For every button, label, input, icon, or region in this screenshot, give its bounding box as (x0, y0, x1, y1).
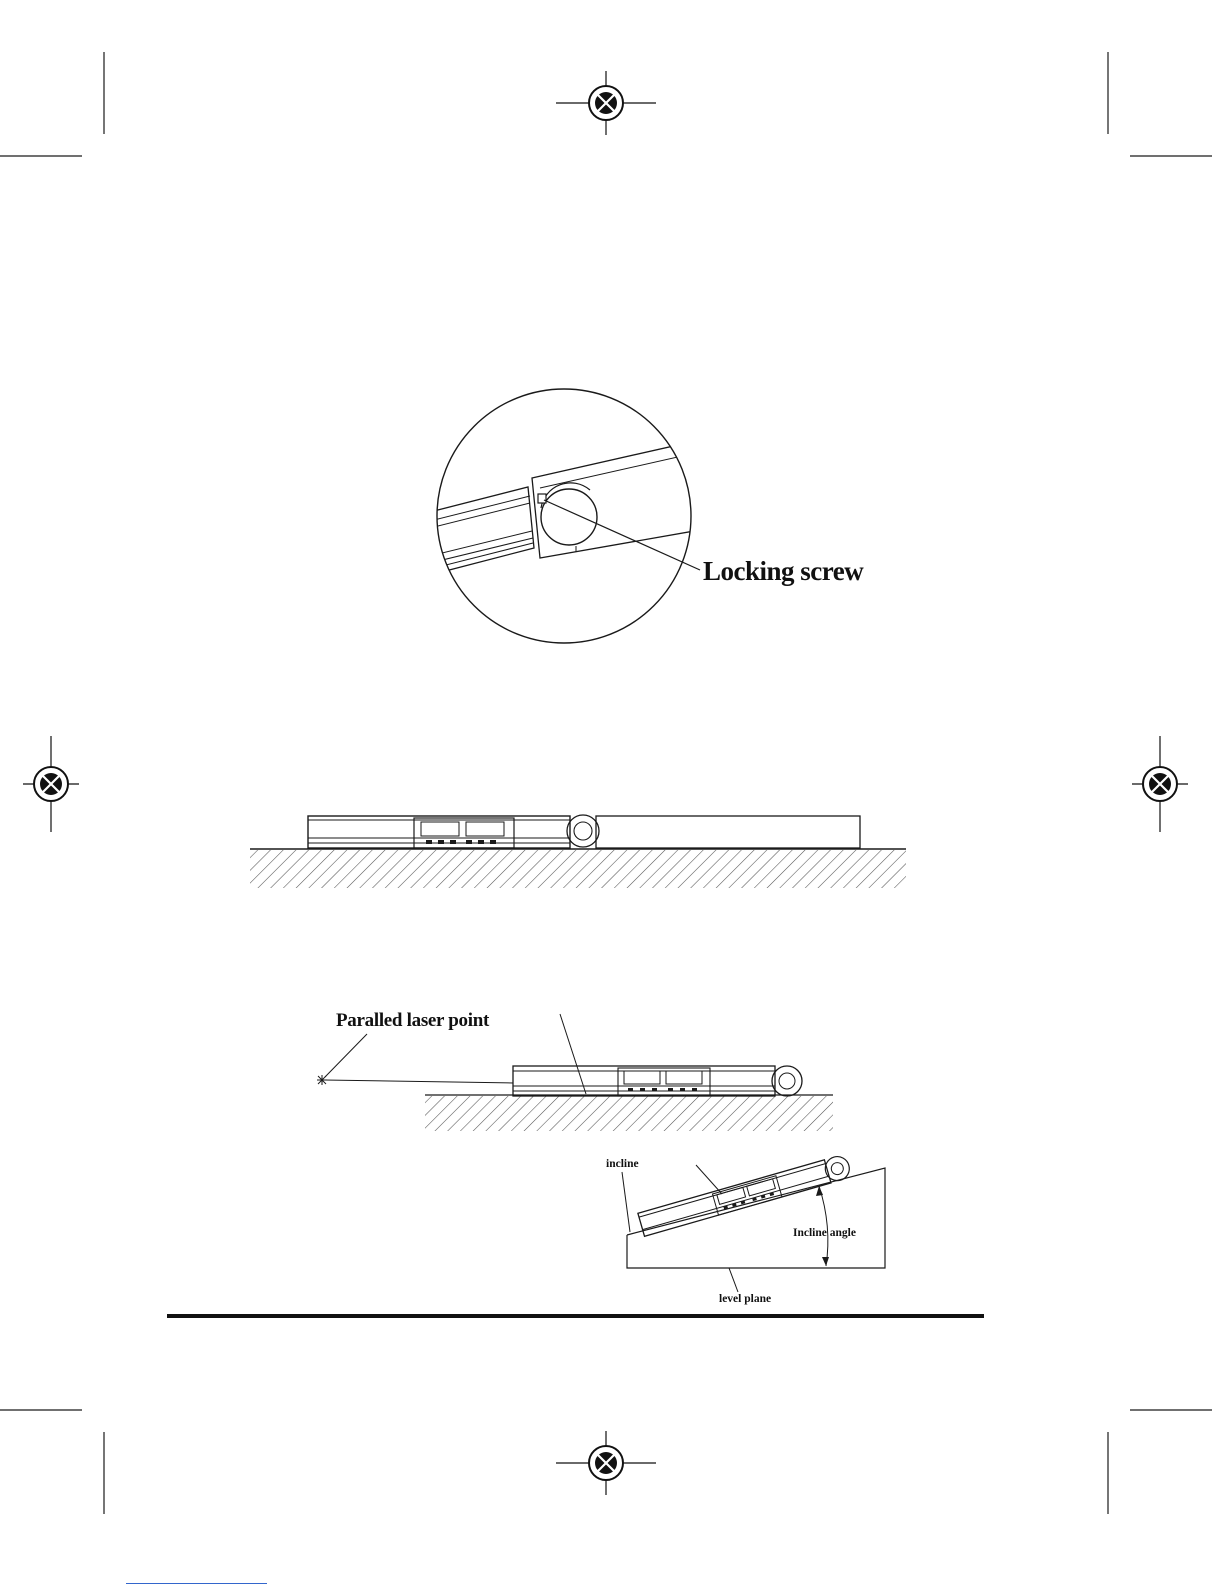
ground-hatch (425, 1096, 833, 1131)
level-plane-label: level plane (719, 1293, 772, 1305)
locking-screw-detail (430, 389, 864, 643)
registration-mark-icon (556, 1431, 656, 1495)
incline-figure (606, 1154, 885, 1305)
registration-mark-icon (1132, 736, 1188, 832)
registration-marks (23, 71, 1188, 1495)
crop-mark-icon (0, 52, 104, 156)
registration-mark-icon (556, 71, 656, 135)
locking-screw-label: Locking screw (703, 556, 864, 586)
incline-angle-label: Incline angle (793, 1227, 856, 1239)
ground-hatch (250, 850, 906, 888)
laser-point-label: Paralled laser point (336, 1010, 490, 1031)
crop-mark-icon (0, 1410, 104, 1514)
locking-screw-leader (544, 500, 700, 570)
laser-label-leader (325, 1034, 367, 1077)
registration-mark-icon (23, 736, 79, 832)
crop-mark-icon (1108, 1410, 1212, 1514)
laser-beam (324, 1080, 513, 1083)
incline-label: incline (606, 1158, 639, 1170)
laser-parallel-figure (317, 1010, 833, 1131)
folded-tool-on-surface (250, 815, 906, 888)
crop-mark-icon (1108, 52, 1212, 156)
crop-marks (0, 52, 1212, 1514)
